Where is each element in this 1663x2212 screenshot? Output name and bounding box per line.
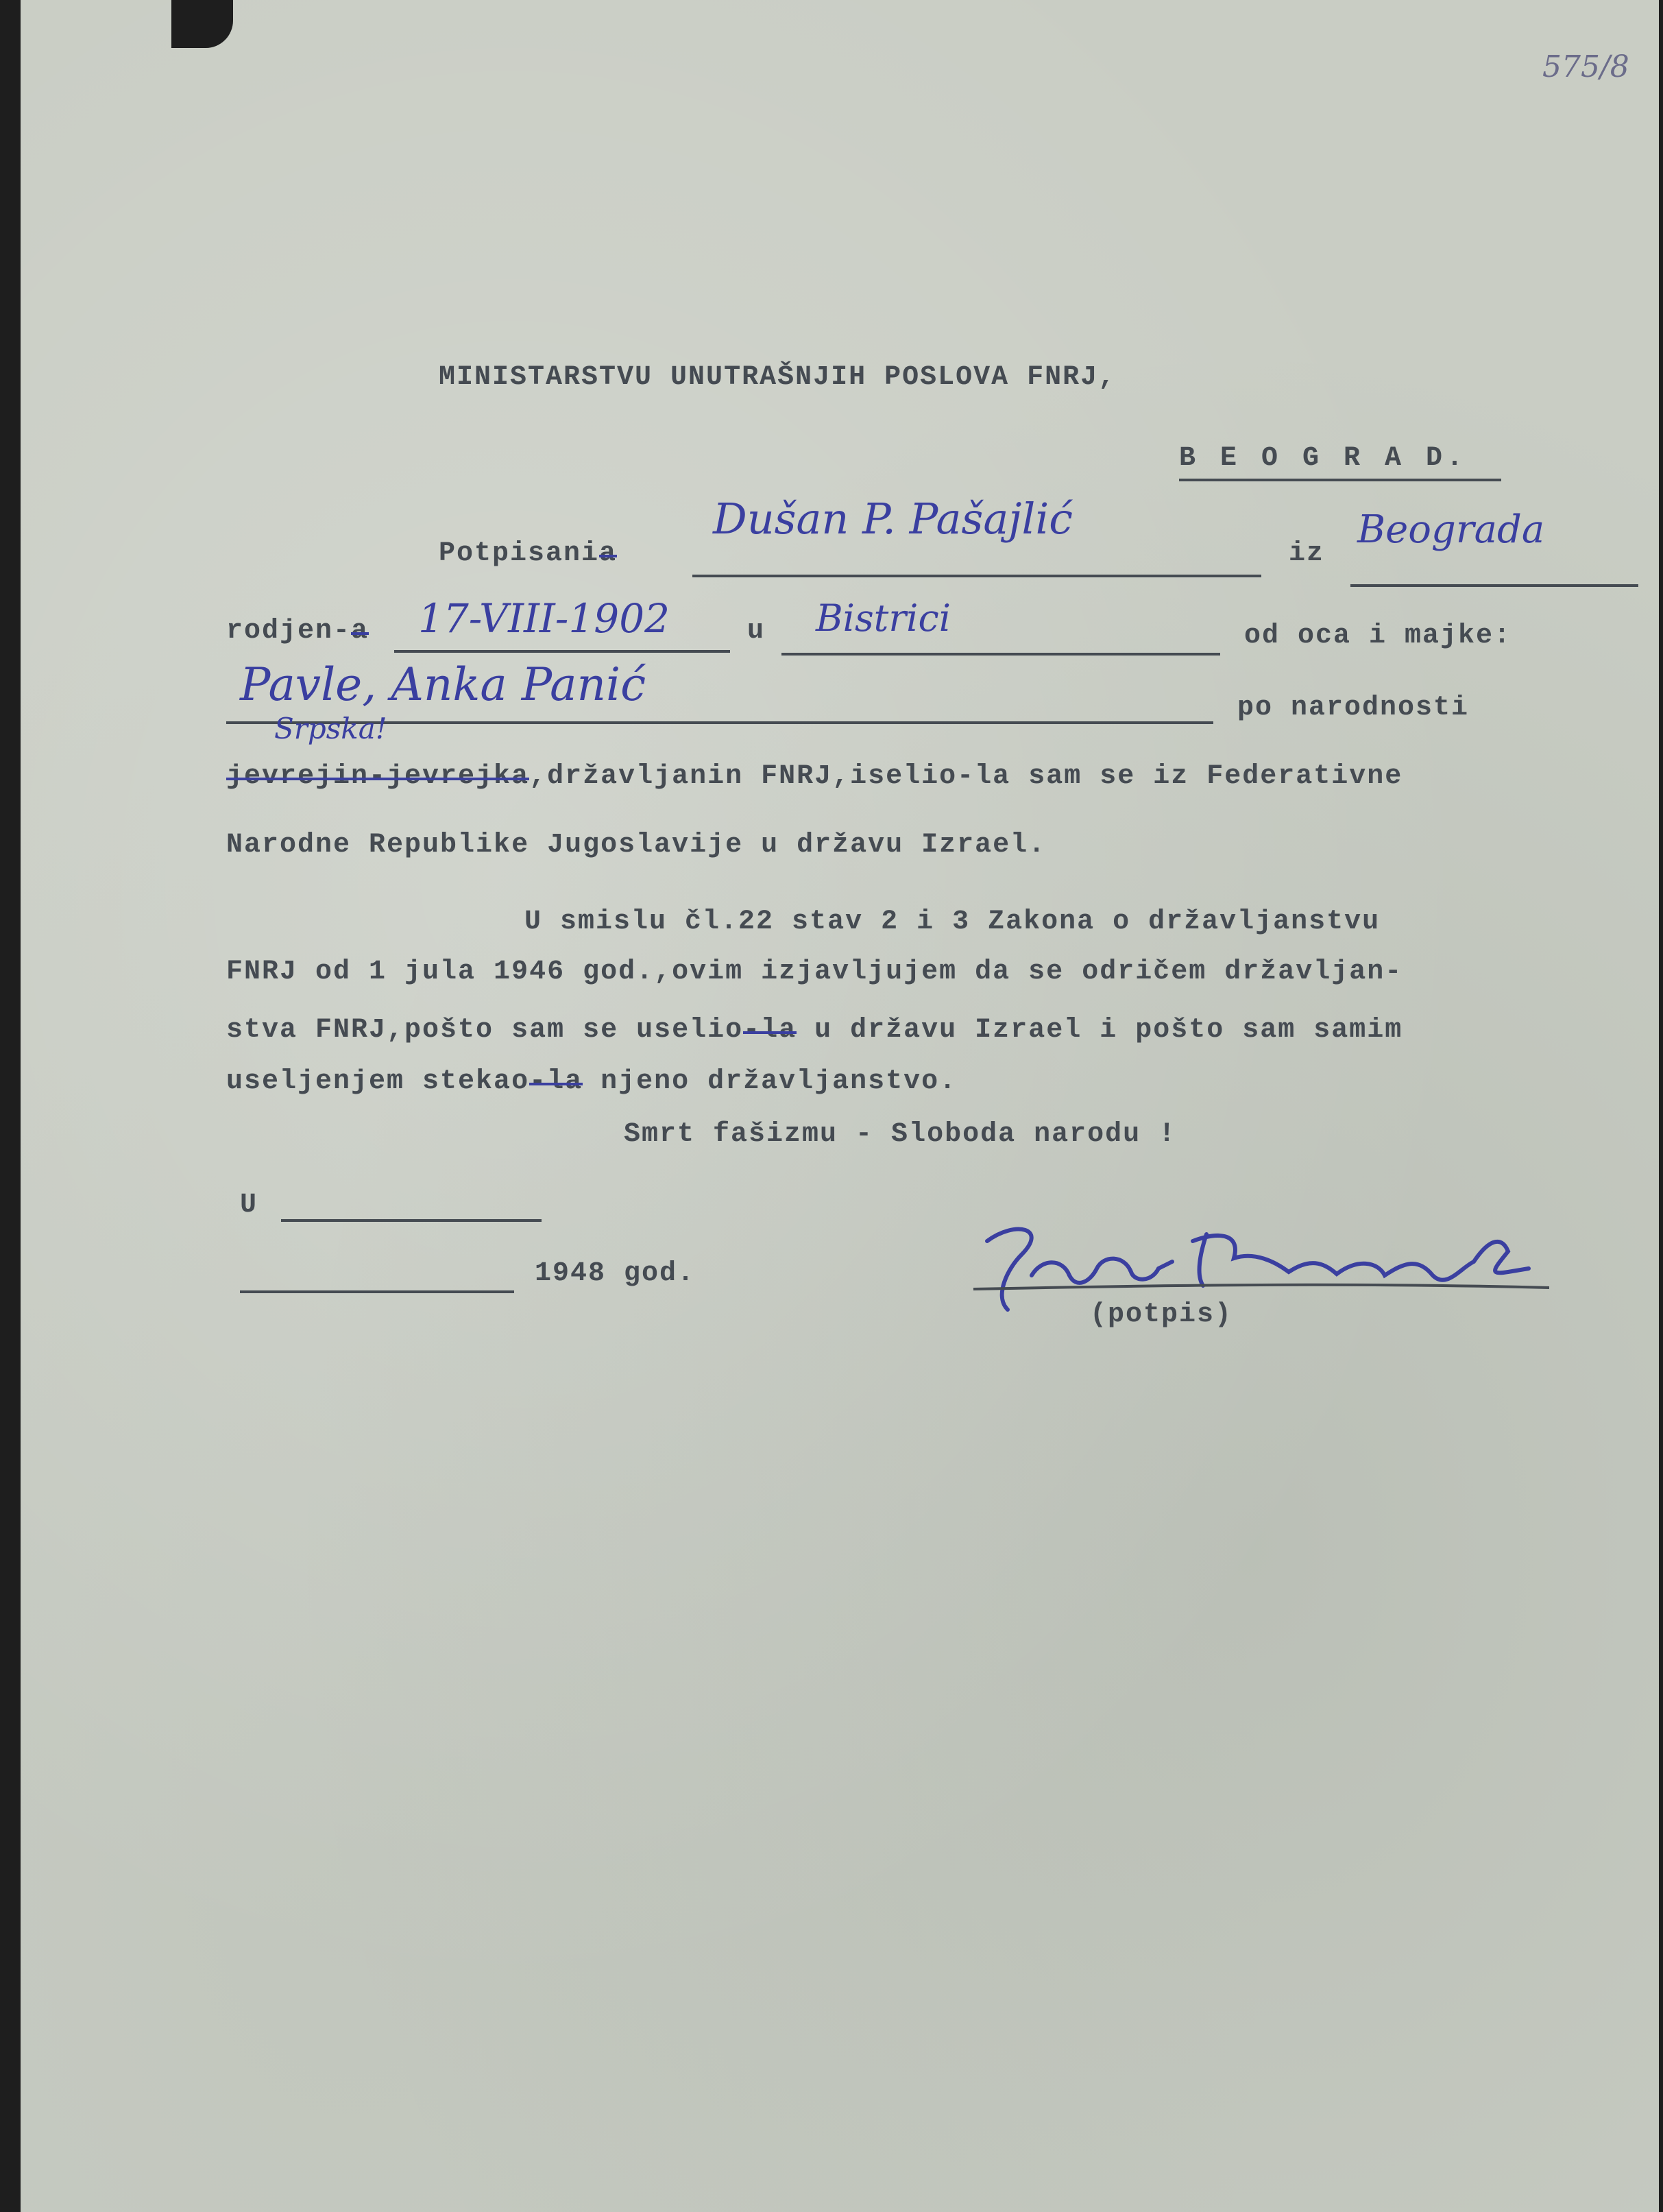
- birthplace-line: [781, 653, 1220, 656]
- emigration-line: Narodne Republike Jugoslavije u državu Izrael.: [226, 830, 1047, 861]
- torn-corner: [171, 0, 233, 48]
- archive-number: 575/8: [1542, 49, 1629, 84]
- born-label: rodjen-a: [226, 616, 369, 647]
- body-line-1: U smislu čl.22 stav 2 i 3 Zakona o državljanstvu: [524, 906, 1381, 937]
- birth-date-line: [394, 650, 730, 653]
- place-line: [281, 1219, 542, 1222]
- name-line: [692, 575, 1261, 577]
- birth-date-handwritten: 17-VIII-1902: [418, 595, 670, 642]
- nationality-line: jevrejin-jevrejka,državljanin FNRJ,iselio-la sam se iz Federativne: [226, 761, 1403, 792]
- signature-caption: (potpis): [1090, 1299, 1233, 1330]
- date-line: [240, 1290, 514, 1293]
- from-handwritten: Beograda: [1357, 507, 1545, 552]
- signature: [967, 1193, 1583, 1330]
- parents-handwritten: Pavle, Anka Panić: [240, 658, 646, 711]
- name-handwritten: Dušan P. Pašajlić: [713, 494, 1073, 544]
- parents-label: od oca i majke:: [1244, 621, 1512, 651]
- body-line-3: stva FNRJ,pošto sam se uselio-la u državu Izrael i pošto sam samim: [226, 1015, 1403, 1046]
- body-line-2: FNRJ od 1 jula 1946 god.,ovim izjavljujem da se odričem državljan-: [226, 957, 1403, 987]
- addressee: MINISTARSTVU UNUTRAŠNJIH POSLOVA FNRJ,: [439, 362, 1117, 393]
- birthplace-handwritten: Bistrici: [816, 597, 951, 640]
- place-prefix: U: [240, 1190, 258, 1221]
- from-label: iz: [1289, 538, 1325, 569]
- birthplace-label: u: [747, 616, 766, 647]
- from-line: [1350, 584, 1638, 587]
- city-underline: [1179, 479, 1501, 481]
- city: B E O G R A D.: [1179, 443, 1468, 474]
- signed-label: Potpisania: [439, 538, 618, 569]
- nationality-label: po narodnosti: [1237, 693, 1470, 723]
- body-line-4: useljenjem stekao-la njeno državljanstvo.: [226, 1066, 958, 1097]
- slogan: Smrt fašizmu - Sloboda narodu !: [624, 1119, 1177, 1150]
- nationality-handwritten: Srpska!: [274, 712, 387, 745]
- year-text: 1948 god.: [535, 1258, 696, 1289]
- document-sheet: [21, 0, 1659, 2212]
